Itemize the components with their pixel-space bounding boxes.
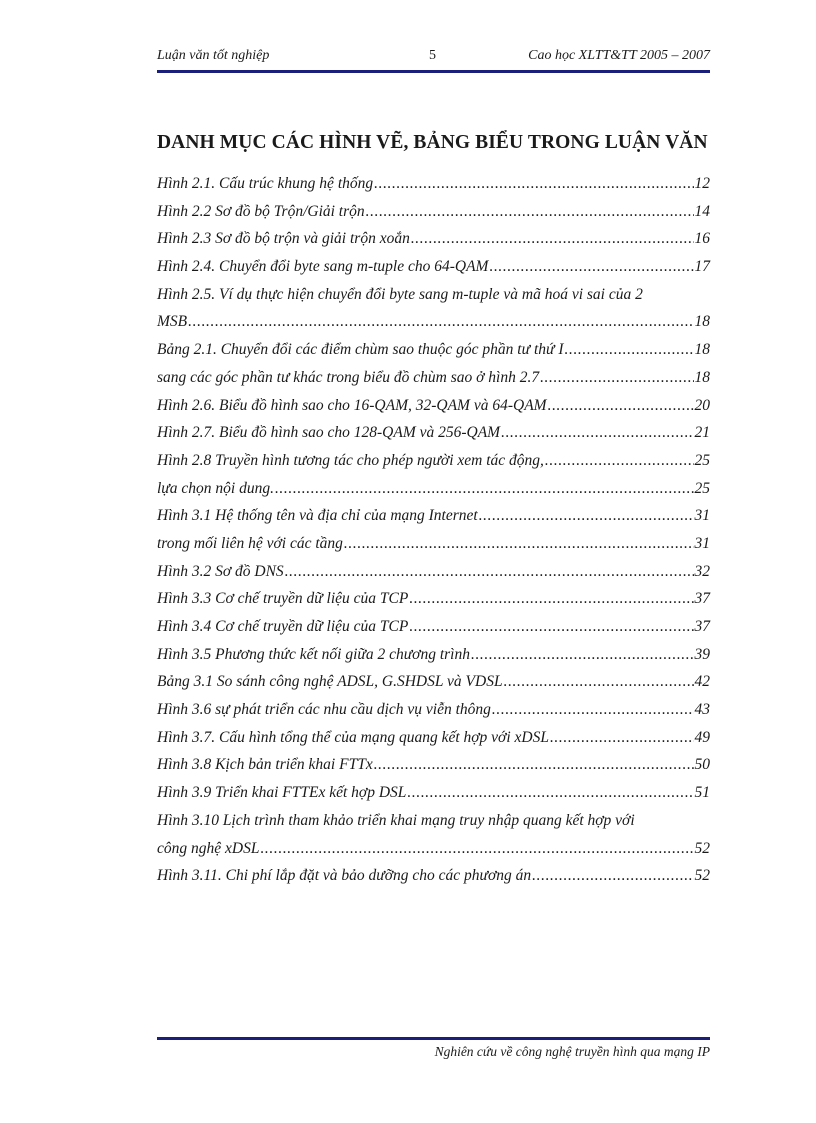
toc-entry-page: 43 <box>694 701 710 719</box>
toc-entry-text: Bảng 3.1 So sánh công nghệ ADSL, G.SHDSL và VDSL <box>157 673 503 691</box>
header-left: Luận văn tốt nghiệp <box>157 48 270 63</box>
toc-leader-dots <box>275 475 694 503</box>
toc-leader-dots <box>479 502 694 530</box>
toc-leader-dots <box>374 751 694 779</box>
toc-entry-text: MSB <box>157 313 188 331</box>
toc-entry <box>157 336 710 364</box>
toc-entry <box>157 447 710 475</box>
toc-entry-text: Hình 3.3 Cơ chế truyền dữ liệu của TCP <box>157 590 409 608</box>
toc-entry <box>157 835 710 863</box>
toc-entry-text: Hình 3.4 Cơ chế truyền dữ liệu của TCP <box>157 618 409 635</box>
toc-entry-text: Hình 3.1 Hệ thống tên và địa chỉ của mạng Internet <box>157 507 478 525</box>
toc-entry-page: 37 <box>694 618 710 635</box>
toc-entry-page: 17 <box>694 258 710 276</box>
toc-entry-text: Hình 2.3 Sơ đồ bộ trộn và giải trộn xoắn <box>157 230 410 248</box>
toc-leader-dots <box>411 225 694 253</box>
toc-entry <box>157 641 710 669</box>
toc-entry <box>157 419 710 447</box>
toc-entry-text: Hình 2.5. Ví dụ thực hiện chuyển đổi byte sang m-tuple và mã hoá vi sai của 2 <box>157 285 643 303</box>
toc-leader-dots <box>565 336 694 364</box>
header-rule <box>157 70 710 73</box>
page-header <box>157 46 710 68</box>
toc-entry-page: 31 <box>694 507 710 525</box>
toc-entry-page: 31 <box>694 534 710 552</box>
toc-entry-text: Hình 3.2 Sơ đồ DNS <box>157 562 284 580</box>
toc-entry-page: 25 <box>694 479 710 497</box>
toc-entry <box>157 281 710 309</box>
toc-leader-dots <box>545 447 694 475</box>
toc-entry <box>157 696 710 724</box>
toc-leader-dots <box>550 724 694 752</box>
toc-entry-text: Hình 2.1. Cấu trúc khung hệ thống <box>157 175 374 192</box>
toc-leader-dots <box>374 170 693 198</box>
toc-leader-dots <box>471 641 694 669</box>
toc-entry-page: 51 <box>694 784 710 802</box>
toc-entry-text: Hình 2.2 Sơ đồ bộ Trộn/Giải trộn <box>157 202 365 220</box>
toc-entry-page: 50 <box>694 756 710 774</box>
toc-entry-text: trong mối liên hệ với các tầng <box>157 534 343 552</box>
toc-leader-dots <box>492 696 694 724</box>
toc-entry-text: Hình 2.8 Truyền hình tương tác cho phép người xem tác động, <box>157 451 544 469</box>
toc-entry-page: 52 <box>694 839 710 857</box>
toc-entry-page: 18 <box>694 313 710 331</box>
toc-leader-dots <box>409 585 693 613</box>
toc-entry-text: Hình 3.11. Chi phí lắp đặt và bảo dưỡng cho các phương án <box>157 867 532 885</box>
toc-leader-dots <box>501 419 693 447</box>
toc-leader-dots <box>489 253 693 281</box>
toc-leader-dots <box>540 364 693 392</box>
toc-entry <box>157 170 710 198</box>
toc-entry-page: 25 <box>694 451 710 469</box>
page-footer: Nghiên cứu về công nghệ truyền hình qua mạng IP <box>434 1044 710 1059</box>
toc-entry-text: Hình 3.6 sự phát triển các nhu cầu dịch vụ viễn thông <box>157 701 491 719</box>
toc-entry-page: 21 <box>694 424 710 442</box>
toc-entry-page: 18 <box>694 341 710 359</box>
toc-leader-dots <box>532 862 693 890</box>
toc-entry-page: 39 <box>694 645 710 663</box>
toc-entry-text: Hình 3.9 Triển khai FTTEx kết hợp DSL <box>157 784 407 802</box>
toc-entry <box>157 502 710 530</box>
toc-entry-text: Hình 2.7. Biểu đồ hình sao cho 128-QAM và 256-QAM <box>157 424 501 442</box>
toc-leader-dots <box>548 392 694 420</box>
toc-entry-page: 49 <box>694 728 710 746</box>
toc-entry <box>157 751 710 779</box>
toc-entry-page: 52 <box>694 867 710 885</box>
toc-entry-text: sang các góc phần tư khác trong biểu đồ chùm sao ở hình 2.7 <box>157 368 540 386</box>
toc-entry <box>157 807 710 835</box>
toc-entry-text: Hình 2.6. Biểu đồ hình sao cho 16-QAM, 32-QAM và 64-QAM <box>157 396 547 414</box>
toc-entry-text: Hình 2.4. Chuyển đổi byte sang m-tuple cho 64-QAM <box>157 258 489 276</box>
toc-entry-page: 12 <box>694 175 710 192</box>
toc-entry-text: Hình 3.7. Cấu hình tổng thể của mạng quang kết hợp với xDSL <box>157 728 549 746</box>
toc-entry-page: 16 <box>694 230 710 248</box>
toc-entry <box>157 613 710 641</box>
toc-entry-text: Hình 3.8 Kịch bản triển khai FTTx <box>157 756 373 774</box>
footer-rule <box>157 1037 710 1040</box>
toc-entry-text: công nghệ xDSL <box>157 839 260 857</box>
toc-entry <box>157 779 710 807</box>
toc-leader-dots <box>366 198 694 226</box>
toc-entry <box>157 724 710 752</box>
toc-entry <box>157 862 710 890</box>
header-right: Cao học XLTT&TT 2005 – 2007 <box>528 48 710 63</box>
toc-leader-dots <box>188 308 693 336</box>
page-title: DANH MỤC CÁC HÌNH VẼ, BẢNG BIỂU TRONG LUẬN VĂN <box>157 132 708 153</box>
toc-entry <box>157 225 710 253</box>
toc-leader-dots <box>407 779 693 807</box>
toc-entry <box>157 668 710 696</box>
toc-entry <box>157 364 710 392</box>
toc-entry <box>157 392 710 420</box>
toc-leader-dots <box>344 530 694 558</box>
toc-entry-page: 14 <box>694 202 710 220</box>
toc-entry <box>157 308 710 336</box>
figure-list <box>157 170 710 890</box>
toc-leader-dots <box>504 668 694 696</box>
toc-entry <box>157 558 710 586</box>
toc-entry <box>157 530 710 558</box>
toc-entry-text: Hình 3.10 Lịch trình tham khảo triển khai mạng truy nhập quang kết hợp với <box>157 811 635 829</box>
header-page-number: 5 <box>429 48 436 63</box>
toc-leader-dots <box>409 613 693 641</box>
toc-entry-text: Bảng 2.1. Chuyển đổi các điểm chùm sao thuộc góc phần tư thứ I <box>157 341 564 359</box>
toc-leader-dots <box>260 835 693 863</box>
toc-entry-page: 20 <box>694 396 710 414</box>
toc-entry-text: Hình 3.5 Phương thức kết nối giữa 2 chương trình <box>157 645 470 663</box>
toc-entry-page: 42 <box>694 673 710 691</box>
toc-entry-page: 18 <box>694 368 710 386</box>
toc-entry <box>157 253 710 281</box>
toc-entry <box>157 475 710 503</box>
toc-entry-page: 32 <box>694 562 710 580</box>
toc-entry-text: lựa chọn nội dung. <box>157 479 274 497</box>
toc-entry <box>157 585 710 613</box>
toc-entry-page: 37 <box>694 590 710 608</box>
toc-entry <box>157 198 710 226</box>
toc-leader-dots <box>285 558 694 586</box>
